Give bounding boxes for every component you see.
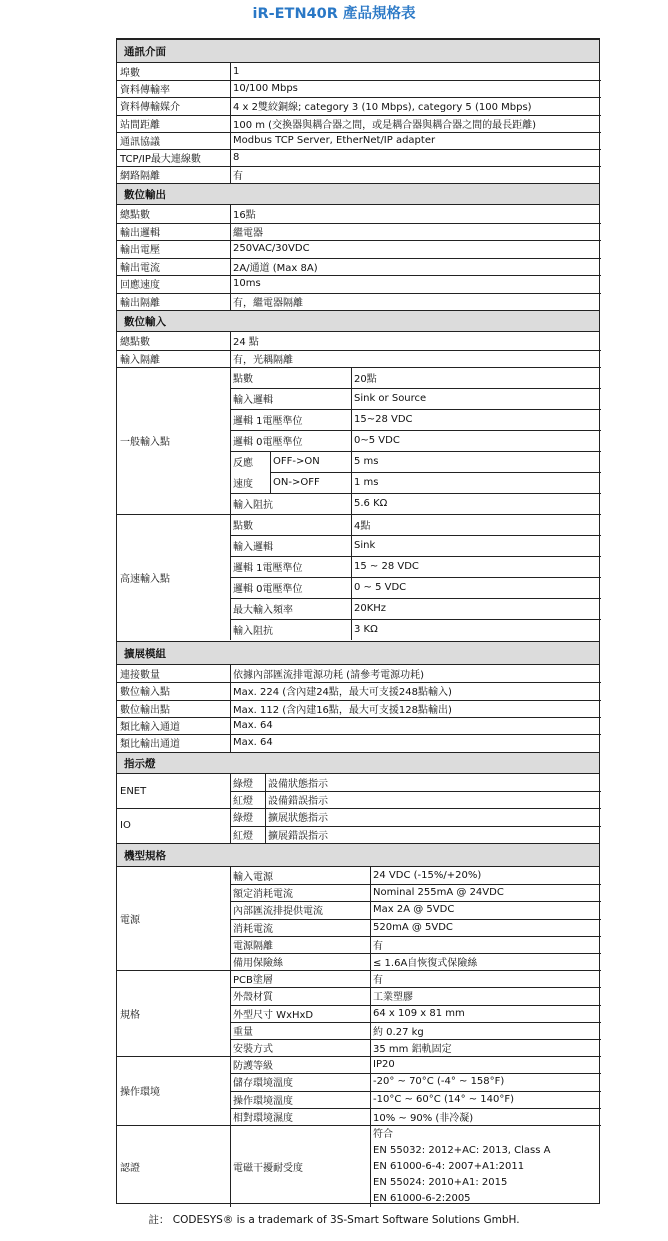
spec-value: 依據內部匯流排電源功耗 (請參考電源功耗) xyxy=(233,670,424,682)
grid-line xyxy=(370,867,371,970)
spec-value: 0~5 VDC xyxy=(354,435,400,446)
grid-line xyxy=(117,240,601,241)
spec-value: 8 xyxy=(233,152,240,164)
grid-line xyxy=(117,258,601,259)
speed-label: 反應 xyxy=(233,458,253,469)
spec-label: 輸入阻抗 xyxy=(233,626,273,637)
spec-value: 10% ~ 90% (非冷凝) xyxy=(373,1112,474,1124)
spec-value: 2A/通道 (Max 8A) xyxy=(233,262,318,274)
spec-label: 邏輯 1電壓準位 xyxy=(233,416,303,427)
grid-line xyxy=(117,223,601,224)
grid-line xyxy=(117,734,601,735)
spec-label: 回應速度 xyxy=(120,280,160,292)
indicator-group-label: IO xyxy=(120,820,131,832)
spec-value: 有，繼電器隔離 xyxy=(233,297,303,309)
spec-value: 0 ~ 5 VDC xyxy=(354,582,407,593)
grid-line xyxy=(230,1108,601,1109)
section-digital-output: 數位輸出 xyxy=(117,183,599,205)
spec-value: 工業塑膠 xyxy=(373,992,413,1004)
section-communication: 通訊介面 xyxy=(117,39,599,63)
spec-label: 資料傳輸媒介 xyxy=(120,102,180,114)
grid-line xyxy=(230,953,601,954)
section-model: 機型規格 xyxy=(117,843,599,867)
grid-line xyxy=(370,1056,371,1125)
spec-table xyxy=(116,38,600,1204)
grid-line xyxy=(230,63,231,183)
spec-label: 輸入阻抗 xyxy=(233,500,273,511)
grid-line xyxy=(230,919,601,920)
spec-value: 有 xyxy=(373,975,383,987)
led-description: 擴展錯誤指示 xyxy=(268,830,328,842)
speed-label: 速度 xyxy=(233,479,253,490)
spec-label: PCB塗層 xyxy=(233,975,273,987)
spec-label: 數位輸入點 xyxy=(120,687,170,699)
spec-value: 24 點 xyxy=(233,337,259,349)
grid-line xyxy=(230,556,601,557)
spec-label: 類比輸入通道 xyxy=(120,722,180,734)
grid-line xyxy=(230,1056,231,1125)
section-digital-input: 數位輸入 xyxy=(117,310,599,332)
spec-label: 外殼材質 xyxy=(233,992,273,1004)
grid-line xyxy=(230,791,601,792)
grid-line xyxy=(230,1022,601,1023)
spec-label: 資料傳輸率 xyxy=(120,85,170,97)
spec-label: 輸出隔離 xyxy=(120,297,160,309)
spec-value: 有 xyxy=(233,171,243,183)
grid-line xyxy=(117,717,601,718)
group-label-certification: 認證 xyxy=(120,1162,140,1174)
spec-label: 安裝方式 xyxy=(233,1044,273,1056)
spec-value: 10/100 Mbps xyxy=(233,83,298,95)
grid-line xyxy=(230,665,231,752)
grid-line xyxy=(117,293,601,294)
spec-value: 3 KΩ xyxy=(354,624,378,635)
grid-line xyxy=(117,97,601,98)
spec-label: 輸入邏輯 xyxy=(233,395,273,406)
grid-line xyxy=(370,970,371,1056)
footnote: 註： CODESYS® is a trademark of 3S-Smart Software Solutions GmbH. xyxy=(148,1214,520,1226)
certification-line: EN 61000-6-4: 2007+A1:2011 xyxy=(373,1161,525,1172)
grid-line xyxy=(117,350,601,351)
grid-line xyxy=(117,682,601,683)
spec-value: -20° ~ 70°C (-4° ~ 158°F) xyxy=(373,1076,505,1088)
spec-label: 備用保險絲 xyxy=(233,958,283,970)
spec-value: Modbus TCP Server, EtherNet/IP adapter xyxy=(233,134,436,146)
spec-label: 數位輸出點 xyxy=(120,704,170,716)
grid-line xyxy=(230,332,231,367)
spec-label: 邏輯 0電壓準位 xyxy=(233,437,303,448)
spec-label: 輸出電流 xyxy=(120,262,160,274)
grid-line xyxy=(230,774,231,843)
spec-value: 64 x 109 x 81 mm xyxy=(373,1007,465,1019)
spec-label: 輸入邏輯 xyxy=(233,542,273,553)
led-color: 紅燈 xyxy=(233,796,253,808)
spec-label: 邏輯 1電壓準位 xyxy=(233,563,303,574)
grid-line xyxy=(230,205,231,310)
spec-value: 24 VDC (-15%/+20%) xyxy=(373,870,482,882)
spec-label: 總點數 xyxy=(120,337,150,349)
spec-value: ≤ 1.6A自恢復式保險絲 xyxy=(373,958,478,970)
grid-line xyxy=(117,275,601,276)
spec-label: 輸出電壓 xyxy=(120,245,160,257)
spec-value: 繼電器 xyxy=(233,227,263,239)
spec-value: 15~28 VDC xyxy=(354,414,413,425)
grid-line xyxy=(230,987,601,988)
spec-value: 5.6 KΩ xyxy=(354,498,388,509)
grid-line xyxy=(117,132,601,133)
spec-value: 100 m (交換器與耦合器之間，或是耦合器與耦合器之間的最長距離) xyxy=(233,119,536,131)
spec-label: 總點數 xyxy=(120,210,150,222)
spec-value: 250VAC/30VDC xyxy=(233,243,310,255)
spec-value: Max 2A @ 5VDC xyxy=(373,904,455,916)
certification-list xyxy=(370,1127,551,1207)
spec-value: Max. 112 (含內建16點，最大可支援128點輸出) xyxy=(233,704,452,716)
spec-value: 15 ~ 28 VDC xyxy=(354,561,419,572)
grid-line xyxy=(117,166,601,167)
spec-value: 約 0.27 kg xyxy=(373,1026,424,1038)
spec-label: 埠數 xyxy=(120,68,140,80)
spec-value: Sink or Source xyxy=(354,393,427,404)
spec-label: 額定消耗電流 xyxy=(233,889,293,901)
spec-label: 外型尺寸 WxHxD xyxy=(233,1009,314,1021)
led-color: 紅燈 xyxy=(233,830,253,842)
spec-label: 通訊協議 xyxy=(120,136,160,148)
certification-line: EN 55024: 2010+A1: 2015 xyxy=(373,1177,508,1188)
spec-value: 20點 xyxy=(354,374,377,385)
grid-line xyxy=(270,472,601,473)
grid-line xyxy=(230,619,601,620)
spec-label: 儲存環境溫度 xyxy=(233,1078,293,1090)
spec-label: 連接數量 xyxy=(120,670,160,682)
led-description: 擴展狀態指示 xyxy=(268,813,328,825)
grid-line xyxy=(230,598,601,599)
grid-line xyxy=(230,1005,601,1006)
group-label-power: 電源 xyxy=(120,915,140,927)
spec-value: 4點 xyxy=(354,521,371,532)
grid-line xyxy=(230,1125,231,1207)
grid-line xyxy=(351,367,352,514)
grid-line xyxy=(230,577,601,578)
grid-line xyxy=(230,535,601,536)
spec-value: 1 ms xyxy=(354,477,379,488)
spec-value: 20KHz xyxy=(354,603,387,614)
spec-value: 35 mm 鋁軌固定 xyxy=(373,1044,452,1056)
grid-line xyxy=(265,774,266,843)
led-description: 設備錯誤指示 xyxy=(268,796,328,808)
led-description: 設備狀態指示 xyxy=(268,779,328,791)
indicator-group-label: ENET xyxy=(120,785,147,797)
grid-line xyxy=(117,700,601,701)
spec-value: Max. 64 xyxy=(233,720,273,732)
grid-line xyxy=(230,826,601,827)
grid-line xyxy=(230,901,601,902)
grid-line xyxy=(230,1039,601,1040)
led-color: 綠燈 xyxy=(233,813,253,825)
spec-label: 輸入電源 xyxy=(233,872,273,884)
grid-line xyxy=(230,867,231,970)
certification-line: EN 61000-6-2:2005 xyxy=(373,1193,471,1204)
spec-label: 類比輸出通道 xyxy=(120,739,180,751)
spec-label: TCP/IP最大連線數 xyxy=(120,154,201,166)
spec-label: 輸入隔離 xyxy=(120,354,160,366)
spec-value: 10ms xyxy=(233,278,261,290)
spec-value: 有，光耦隔離 xyxy=(233,354,293,366)
section-indicator: 指示燈 xyxy=(117,752,599,774)
spec-label: 內部匯流排提供電流 xyxy=(233,906,323,918)
spec-label: 電源隔離 xyxy=(233,940,273,952)
spec-label: 邏輯 0電壓準位 xyxy=(233,584,303,595)
grid-line xyxy=(230,430,601,431)
group-label-high-speed-input: 高速輸入點 xyxy=(120,573,170,585)
spec-label: ON->OFF xyxy=(273,477,320,488)
page-title: iR-ETN40R 產品規格表 xyxy=(252,6,416,22)
group-label-spec: 規格 xyxy=(120,1009,140,1021)
spec-value: 5 ms xyxy=(354,456,379,467)
spec-label: 點數 xyxy=(233,374,253,385)
group-label-environment: 操作環境 xyxy=(120,1087,160,1099)
grid-line xyxy=(230,1091,601,1092)
spec-value: IP20 xyxy=(373,1059,395,1071)
spec-value: 520mA @ 5VDC xyxy=(373,921,453,933)
spec-label: 站間距離 xyxy=(120,119,160,131)
spec-label: 網路隔離 xyxy=(120,171,160,183)
grid-line xyxy=(230,970,231,1056)
spec-value: Max. 64 xyxy=(233,737,273,749)
section-expansion: 擴展模組 xyxy=(117,641,599,665)
grid-line xyxy=(230,936,601,937)
spec-value: -10°C ~ 60°C (14° ~ 140°F) xyxy=(373,1093,515,1105)
spec-label: 防護等級 xyxy=(233,1061,273,1073)
certification-line: EN 55032: 2012+AC: 2013, Class A xyxy=(373,1145,551,1156)
spec-label: 輸出邏輯 xyxy=(120,227,160,239)
spec-label: 重量 xyxy=(233,1026,253,1038)
spec-label: 相對環境濕度 xyxy=(233,1112,293,1124)
spec-label: 消耗電流 xyxy=(233,923,273,935)
grid-line xyxy=(230,409,601,410)
spec-label: 電磁干擾耐受度 xyxy=(233,1162,303,1174)
spec-value: Sink xyxy=(354,540,376,551)
group-label-general-input: 一般輸入點 xyxy=(120,437,170,448)
grid-line xyxy=(117,80,601,81)
led-color: 綠燈 xyxy=(233,779,253,791)
grid-line xyxy=(230,884,601,885)
grid-line xyxy=(230,388,601,389)
spec-label: OFF->ON xyxy=(273,456,320,467)
grid-line xyxy=(117,149,601,150)
grid-line xyxy=(117,115,601,116)
spec-value: 4 x 2雙絞銅線; category 3 (10 Mbps), category 5 (100 Mbps) xyxy=(233,102,532,114)
spec-label: 點數 xyxy=(233,521,253,532)
spec-label: 操作環境溫度 xyxy=(233,1095,293,1107)
spec-value: 有 xyxy=(373,940,383,952)
grid-line xyxy=(230,1073,601,1074)
certification-line: 符合 xyxy=(373,1129,393,1140)
spec-value: 1 xyxy=(233,66,240,78)
spec-value: Nominal 255mA @ 24VDC xyxy=(373,887,504,899)
spec-value: Max. 224 (含內建24點，最大可支援248點輸入) xyxy=(233,687,452,699)
grid-line xyxy=(351,514,352,640)
spec-value: 16點 xyxy=(233,210,256,222)
spec-label: 最大輸入頻率 xyxy=(233,605,293,616)
